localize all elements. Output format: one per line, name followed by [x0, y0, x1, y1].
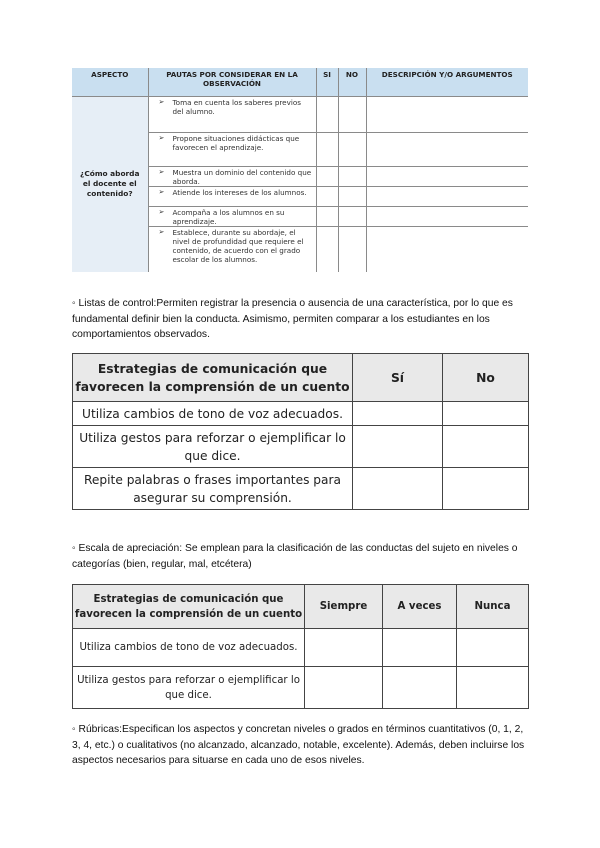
- si-cell: [316, 186, 338, 206]
- pauta-cell: ➢ Establece, durante su abordaje, el nivel de profundidad que requiere el contenido, de acuerdo con el grado escolar de los alumnos.: [148, 226, 316, 272]
- arrow-bullet-icon: ➢: [158, 167, 165, 176]
- aspect-cell: ¿Cómo aborda el docente el contenido?: [72, 96, 148, 272]
- checklist-header-row: [73, 354, 529, 402]
- table-row: [73, 468, 529, 510]
- header-no: No: [443, 354, 529, 402]
- always-cell: [305, 629, 383, 667]
- description-cell: [366, 206, 528, 226]
- arrow-bullet-icon: ➢: [158, 133, 165, 142]
- strategy-cell: Utiliza gestos para reforzar o ejemplificar lo que dice.: [73, 667, 305, 709]
- header-pautas: PAUTAS POR CONSIDERAR EN LA OBSERVACIÓN: [148, 68, 316, 96]
- si-cell: [316, 226, 338, 272]
- no-cell: [338, 226, 366, 272]
- sometimes-cell: [383, 667, 457, 709]
- rating-scale-table: [72, 584, 529, 709]
- strategy-cell: Utiliza cambios de tono de voz adecuados.: [73, 629, 305, 667]
- header-yes: Sí: [353, 354, 443, 402]
- table-row: [73, 402, 529, 426]
- header-descripcion: DESCRIPCIÓN Y/O ARGUMENTOS: [366, 68, 528, 96]
- never-cell: [457, 629, 529, 667]
- strategy-cell: Utiliza gestos para reforzar o ejemplificar lo que dice.: [73, 426, 353, 468]
- pauta-cell: ➢ Toma en cuenta los saberes previos del alumno.: [148, 96, 316, 132]
- header-strategies: Estrategias de comunicación que favorecen la comprensión de un cuento: [73, 354, 353, 402]
- observation-header-row: [72, 68, 528, 96]
- arrow-bullet-icon: ➢: [158, 227, 165, 236]
- description-cell: [366, 186, 528, 206]
- rating-header-row: [73, 585, 529, 629]
- pauta-cell: ➢ Muestra un dominio del contenido que aborda.: [148, 166, 316, 186]
- si-cell: [316, 132, 338, 166]
- checklist-table: [72, 353, 529, 510]
- yes-cell: [353, 402, 443, 426]
- pauta-cell: ➢ Acompaña a los alumnos en su aprendizaje.: [148, 206, 316, 226]
- no-cell: [338, 132, 366, 166]
- header-never: Nunca: [457, 585, 529, 629]
- si-cell: [316, 206, 338, 226]
- no-cell: [443, 468, 529, 510]
- always-cell: [305, 667, 383, 709]
- rubrics-paragraph: ◦ Rúbricas:Especifican los aspectos y concretan niveles o grados en términos cuantitativos (0, 1, 2, 3, 4, etc.) o cualitativos (no alcanzado, alcanzado, notable, excelente). Además, deben incluirse los aspectos necesarios para situarse en cada uno de esos niveles.: [72, 724, 525, 766]
- description-cell: [366, 132, 528, 166]
- description-cell: [366, 96, 528, 132]
- arrow-bullet-icon: ➢: [158, 97, 165, 106]
- observation-table: [72, 68, 528, 272]
- no-cell: [338, 96, 366, 132]
- table-row: [73, 426, 529, 468]
- si-cell: [316, 96, 338, 132]
- pauta-cell: ➢ Propone situaciones didácticas que favorecen el aprendizaje.: [148, 132, 316, 166]
- no-cell: [443, 426, 529, 468]
- no-cell: [443, 402, 529, 426]
- checklist-paragraph: ◦ Listas de control:Permiten registrar la presencia o ausencia de una característica, por lo que es fundamental definir bien la conducta. Asimismo, permiten comparar a los estudiantes en los comportamientos observados.: [72, 298, 513, 340]
- no-cell: [338, 186, 366, 206]
- rating-scale-paragraph: ◦ Escala de apreciación: Se emplean para la clasificación de las conductas del sujeto en niveles o categorías (bien, regular, mal, etcétera): [72, 543, 518, 570]
- table-row: [73, 629, 529, 667]
- si-cell: [316, 166, 338, 186]
- description-cell: [366, 226, 528, 272]
- header-aspecto: ASPECTO: [72, 68, 148, 96]
- header-sometimes: A veces: [383, 585, 457, 629]
- no-cell: [338, 206, 366, 226]
- description-cell: [366, 166, 528, 186]
- never-cell: [457, 667, 529, 709]
- pauta-cell: ➢ Atiende los intereses de los alumnos.: [148, 186, 316, 206]
- strategy-cell: Repite palabras o frases importantes para asegurar su comprensión.: [73, 468, 353, 510]
- header-no: NO: [338, 68, 366, 96]
- table-row: [72, 96, 528, 132]
- table-row: [73, 667, 529, 709]
- yes-cell: [353, 426, 443, 468]
- strategy-cell: Utiliza cambios de tono de voz adecuados.: [73, 402, 353, 426]
- arrow-bullet-icon: ➢: [158, 187, 165, 196]
- header-always: Siempre: [305, 585, 383, 629]
- yes-cell: [353, 468, 443, 510]
- arrow-bullet-icon: ➢: [158, 207, 165, 216]
- sometimes-cell: [383, 629, 457, 667]
- no-cell: [338, 166, 366, 186]
- header-strategies: Estrategias de comunicación que favorecen la comprensión de un cuento: [73, 585, 305, 629]
- header-si: SI: [316, 68, 338, 96]
